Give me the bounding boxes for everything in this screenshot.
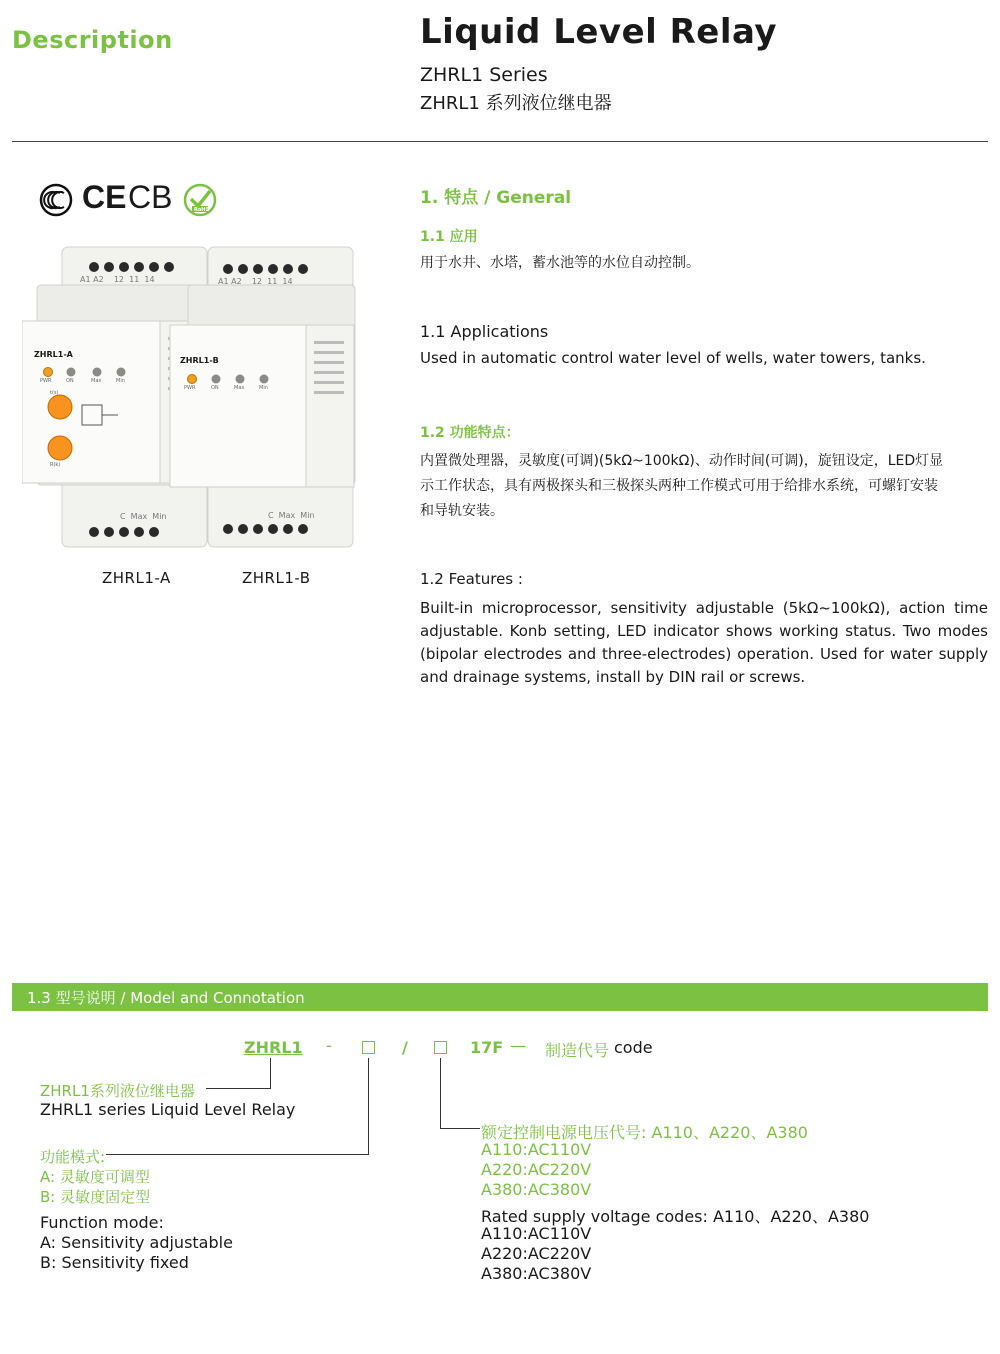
application-cn-heading: 1.1 应用 — [420, 229, 478, 245]
model-code-prefix: ZHRL1 — [244, 1038, 303, 1057]
model-section-title: 1.3 型号说明 / Model and Connotation — [27, 989, 305, 1007]
features-en-text: Built-in microprocessor, sensitivity adjustable (5kΩ~100kΩ), action time adjustable. Konb setting, LED indicator shows working status. Two modes (bipolar electrodes and three-electrodes) operation. Used for water supply and drainage systems, install by DIN rail or screws. — [420, 599, 988, 686]
header-divider — [12, 141, 988, 142]
connector-function-horizontal — [106, 1154, 369, 1155]
model-dash-2: — — [510, 1036, 526, 1055]
device-b-led-min: Min — [259, 385, 268, 391]
device-a-knob-bottom-label: R(k) — [50, 462, 61, 468]
voltage-en-heading: Rated supply voltage codes: A110、A220、A380 — [481, 1207, 870, 1226]
voltage-en-3: A380:AC380V — [481, 1264, 592, 1283]
voltage-code-box — [434, 1041, 447, 1054]
voltage-en-2: A220:AC220V — [481, 1244, 592, 1263]
device-b-led-max: Max — [234, 385, 245, 391]
series-name-cn: ZHRL1 系列液位继电器 — [420, 93, 612, 114]
device-a-led-min: Min — [116, 378, 125, 384]
device-a-knob-top-label: t(s) — [50, 390, 59, 396]
device-zhrl1-b — [168, 245, 358, 555]
function-en-heading: Function mode: — [40, 1213, 164, 1232]
function-en-a: A: Sensitivity adjustable — [40, 1233, 233, 1252]
general-heading: 1. 特点 / General — [420, 188, 572, 208]
description-label: Description — [12, 26, 173, 54]
connector-voltage-horizontal — [440, 1128, 480, 1129]
model-suffix: 17F — [470, 1038, 504, 1057]
device-b-led-on: ON — [211, 385, 219, 391]
cb-mark: CB — [128, 179, 173, 215]
features-en-heading: 1.2 Features : — [420, 570, 523, 588]
device-b-caption: ZHRL1-B — [242, 569, 311, 587]
series-en: ZHRL1 series Liquid Level Relay — [40, 1100, 296, 1119]
device-b-bottom-terminals: C Max Min — [268, 511, 315, 520]
features-cn-line-3: 和导轨安装。 — [420, 503, 504, 519]
device-a-panel-label: ZHRL1-A — [34, 350, 73, 359]
features-cn-text — [420, 449, 988, 524]
device-a-led-on: ON — [66, 378, 74, 384]
application-en-heading: 1.1 Applications — [420, 322, 549, 341]
ce-mark: CE — [82, 179, 127, 215]
function-cn-b: B: 灵敏度固定型 — [40, 1188, 151, 1206]
code-label-en: code — [614, 1038, 653, 1057]
voltage-cn-2: A220:AC220V — [481, 1160, 592, 1179]
code-label-cn: 制造代号 — [545, 1041, 610, 1060]
device-a-bottom-terminals: C Max Min — [120, 512, 167, 521]
device-a-led-pwr: PWR — [40, 378, 52, 384]
page-title: Liquid Level Relay — [420, 12, 778, 52]
certification-marks — [38, 179, 218, 218]
connector-voltage-vertical — [440, 1058, 441, 1128]
application-cn-text: 用于水井、水塔，蓄水池等的水位自动控制。 — [420, 255, 700, 271]
function-en-b: B: Sensitivity fixed — [40, 1253, 189, 1272]
device-b-panel-label: ZHRL1-B — [180, 356, 219, 365]
connector-series-vertical — [270, 1058, 271, 1088]
device-b-top-terminals: A1 A2 12 11 14 — [218, 277, 293, 286]
connector-series-horizontal — [206, 1088, 271, 1089]
device-b-illustration — [168, 245, 358, 555]
function-cn-heading: 功能模式: — [40, 1148, 106, 1166]
function-code-box — [362, 1041, 375, 1054]
rohs-label: RoHS — [194, 207, 210, 213]
features-cn-heading: 1.2 功能特点： — [420, 425, 520, 441]
device-a-caption: ZHRL1-A — [102, 569, 171, 587]
series-cn: ZHRL1系列液位继电器 — [40, 1082, 195, 1100]
series-name-en: ZHRL1 Series — [420, 64, 548, 86]
voltage-en-1: A110:AC110V — [481, 1224, 592, 1243]
function-cn-a: A: 灵敏度可调型 — [40, 1168, 150, 1186]
voltage-cn-heading: 额定控制电源电压代号: A110、A220、A380 — [481, 1123, 808, 1142]
device-a-led-max: Max — [91, 378, 102, 384]
features-cn-line-1: 内置微处理器，灵敏度(可调)(5kΩ~100kΩ)、动作时间(可调)，旋钮设定，LED灯显 — [420, 453, 944, 469]
model-slash: / — [402, 1038, 408, 1057]
model-dash-1: - — [326, 1036, 332, 1055]
device-a-top-terminals: A1 A2 12 11 14 — [80, 275, 155, 284]
voltage-cn-1: A110:AC110V — [481, 1140, 592, 1159]
voltage-cn-3: A380:AC380V — [481, 1180, 592, 1199]
device-b-led-pwr: PWR — [184, 385, 196, 391]
features-cn-line-2: 示工作状态，具有两极探头和三极探头两种工作模式可用于给排水系统，可螺钉安装 — [420, 478, 938, 494]
application-en-text: Used in automatic control water level of wells, water towers, tanks. — [420, 349, 926, 367]
connector-function-vertical — [368, 1058, 369, 1154]
